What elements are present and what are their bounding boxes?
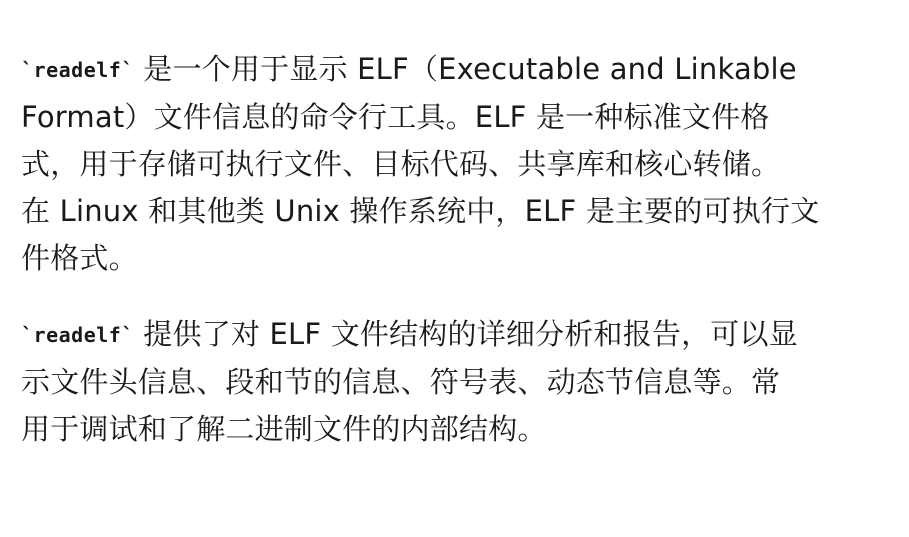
text-line bbox=[21, 311, 881, 359]
document-body bbox=[21, 46, 881, 453]
text-line: Format）文件信息的命令行工具。ELF 是一种标准文件格 bbox=[21, 100, 770, 134]
text-line-content: 提供了对 ELF 文件结构的详细分析和报告，可以显 bbox=[133, 317, 798, 351]
text-line: 式，用于存储可执行文件、目标代码、共享库和核心转储。 bbox=[21, 147, 781, 181]
paragraph-readelf-features bbox=[21, 311, 881, 453]
text-line bbox=[21, 46, 881, 94]
paragraph-readelf-intro bbox=[21, 46, 881, 282]
text-line: 件格式。 bbox=[21, 241, 138, 275]
inline-code-readelf: `readelf` bbox=[21, 58, 134, 82]
text-line: 在 Linux 和其他类 Unix 操作系统中，ELF 是主要的可执行文 bbox=[21, 194, 820, 228]
text-line: 用于调试和了解二进制文件的内部结构。 bbox=[21, 412, 547, 446]
text-line: 示文件头信息、段和节的信息、符号表、动态节信息等。常 bbox=[21, 365, 781, 399]
text-line-content: 是一个用于显示 ELF（Executable and Linkable bbox=[133, 52, 797, 86]
inline-code-readelf: `readelf` bbox=[21, 323, 134, 347]
